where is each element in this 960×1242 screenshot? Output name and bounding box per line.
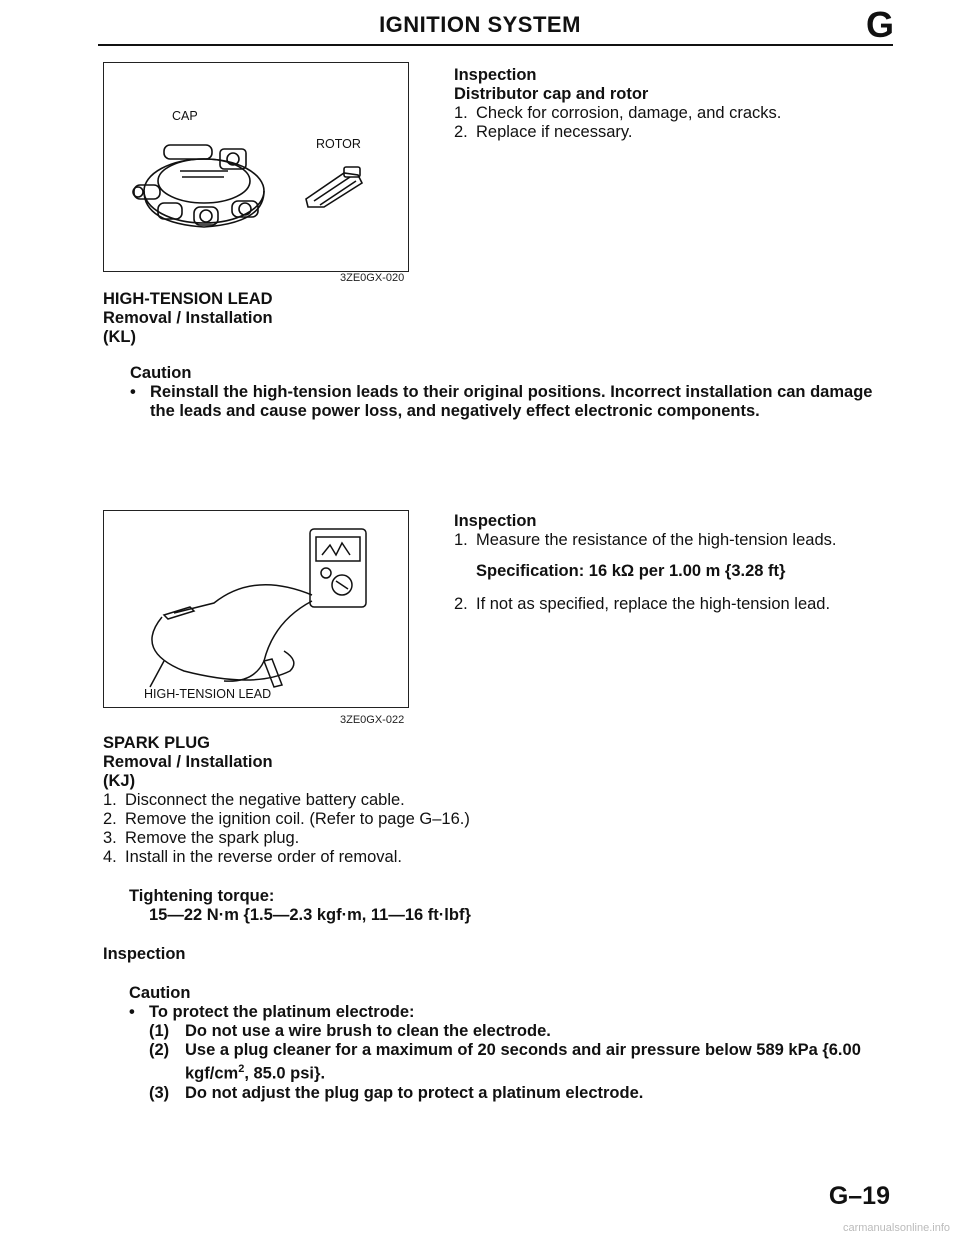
distributor-cap-illustration bbox=[124, 131, 284, 241]
high-tension-lead-label: HIGH-TENSION LEAD bbox=[144, 687, 272, 701]
figure-distributor-cap-rotor bbox=[103, 62, 409, 272]
list-item: 2. If not as specified, replace the high-tension lead. bbox=[454, 595, 831, 613]
cap-label: CAP bbox=[172, 109, 198, 123]
figure2-code: 3ZE0GX-022 bbox=[340, 714, 405, 726]
inspection-heading: Inspection bbox=[454, 66, 537, 84]
list-item: 1. Check for corrosion, damage, and cracks. bbox=[454, 104, 782, 122]
caution-text-line2: the leads and cause power loss, and negatively effect electronic components. bbox=[150, 402, 760, 420]
high-tension-inspection bbox=[454, 512, 904, 614]
spark-plug-caution-label: Caution bbox=[129, 984, 191, 1002]
list-item: 1. Measure the resistance of the high-tension leads. bbox=[454, 531, 837, 549]
spark-plug-code: (KJ) bbox=[103, 772, 136, 790]
watermark: carmanualsonline.info bbox=[842, 1222, 950, 1234]
list-item: 4. Install in the reverse order of removal. bbox=[103, 848, 402, 866]
inspection-subheading: Distributor cap and rotor bbox=[454, 85, 649, 103]
high-tension-caution: Caution • Reinstall the high-tension leads to their original positions. Incorrect installation can damage the leads and cause power loss, and negatively effect electronic components. bbox=[130, 364, 900, 421]
ohmmeter-illustration bbox=[104, 511, 408, 707]
inspection-steps bbox=[454, 104, 894, 142]
torque-label: Tightening torque: bbox=[129, 887, 275, 905]
resistance-specification: Specification: 16 kΩ per 1.00 m {3.28 ft} bbox=[476, 562, 786, 580]
spark-plug-inspection-heading: Inspection bbox=[103, 945, 186, 963]
figure-high-tension-lead bbox=[103, 510, 409, 708]
caution-text-line1: Reinstall the high-tension leads to their original positions. Incorrect installation can damage bbox=[150, 383, 873, 401]
caution-bullet-text: To protect the platinum electrode: bbox=[149, 1003, 415, 1021]
torque-value: 15—22 N·m {1.5—2.3 kgf·m, 11—16 ft·lbf} bbox=[149, 906, 471, 924]
rotor-illustration bbox=[300, 161, 370, 211]
spark-plug-steps bbox=[103, 791, 903, 867]
spark-plug-subtitle: Removal / Installation bbox=[103, 753, 273, 771]
list-item: 3. Remove the spark plug. bbox=[103, 829, 300, 847]
high-tension-code: (KL) bbox=[103, 328, 136, 346]
high-tension-heading-block bbox=[103, 290, 403, 347]
list-item: 2. Replace if necessary. bbox=[454, 123, 633, 141]
section-letter: G bbox=[865, 4, 894, 45]
list-item: (1) Do not use a wire brush to clean the electrode. bbox=[149, 1022, 551, 1040]
caution-label: Caution bbox=[130, 364, 192, 382]
high-tension-subtitle: Removal / Installation bbox=[103, 309, 273, 327]
list-item: (3) Do not adjust the plug gap to protect a platinum electrode. bbox=[149, 1083, 644, 1102]
caution-sublist bbox=[149, 1022, 903, 1103]
spark-plug-title: SPARK PLUG bbox=[103, 734, 210, 752]
page-number: G–19 bbox=[828, 1182, 890, 1210]
list-item: (2) Use a plug cleaner for a maximum of 20 seconds and air pressure below 589 kPa {6.00 kgf/$cm^2$, 85.0 psi}. bbox=[149, 1041, 861, 1083]
list-item: 2. Remove the ignition coil. (Refer to page G–16.) bbox=[103, 810, 470, 828]
list-item: 1. Disconnect the negative battery cable. bbox=[103, 791, 405, 809]
high-tension-title: HIGH-TENSION LEAD bbox=[103, 290, 273, 308]
spark-plug-section: SPARK PLUG Removal / Installation (KJ) 1. Disconnect the negative battery cable. 2. Remove the ignition coil. (Refer to page G–16.) 3. Remove the spark plug. 4. Install in the reverse order of removal. Tightening torque: 15—22 N·m {1.5—2.3 kgf·m, 11—16 ft·lbf} Inspection Caution • To protect the platinum electrode: (1) Do not use a wire brush to clean the electrode. (2) Use a plug cleaner for a maximum of 20 seconds and air pressure below 589 kPa {6.00 kgf/$cm^2$, 85.0 psi}. (3) Do not adjust the plug gap to protect a platinum electrode. bbox=[103, 734, 903, 1103]
distributor-inspection bbox=[454, 66, 894, 142]
header-rule bbox=[98, 44, 893, 46]
page-header-title: IGNITION SYSTEM bbox=[379, 12, 581, 37]
ht-inspection-heading: Inspection bbox=[454, 512, 537, 530]
figure1-code: 3ZE0GX-020 bbox=[340, 272, 405, 284]
rotor-label: ROTOR bbox=[316, 137, 361, 151]
